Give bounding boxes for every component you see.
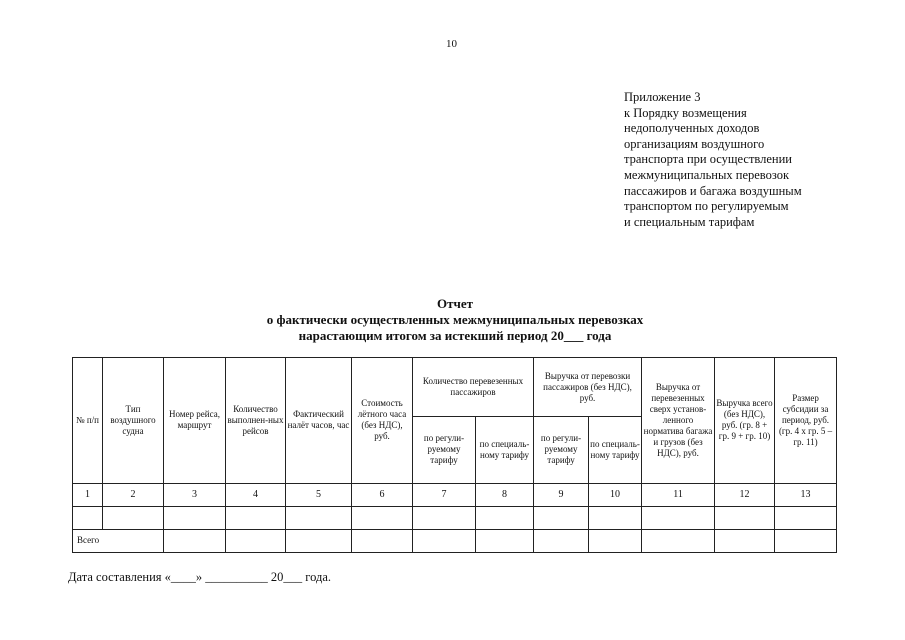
appendix-line: транспорта при осуществлении <box>624 152 792 167</box>
table-cell <box>476 529 534 552</box>
report-table <box>72 357 837 553</box>
table-cell <box>715 529 775 552</box>
report-title-line: Отчет <box>437 296 473 311</box>
table-cell <box>286 529 352 552</box>
report-title-line: о фактически осуществленных межмуниципальных перевозках <box>266 312 644 327</box>
total-row <box>73 529 837 552</box>
appendix-line: к Порядку возмещения <box>624 105 747 120</box>
column-number: 1 <box>73 483 103 506</box>
appendix-line: организациям воздушного <box>624 136 765 151</box>
header-cell: Стоимость лётного часа (без НДС), руб. <box>352 358 413 484</box>
table-cell <box>413 529 476 552</box>
table-cell <box>352 506 413 529</box>
table-row <box>73 506 837 529</box>
table-cell <box>73 506 103 529</box>
total-label: Всего <box>73 529 164 552</box>
table-cell <box>413 506 476 529</box>
page-number: 10 <box>446 38 457 50</box>
column-number-row <box>73 483 837 506</box>
table-cell <box>286 506 352 529</box>
column-number: 11 <box>642 483 715 506</box>
table-cell <box>775 506 837 529</box>
header-group-cell: Выручка от перевозки пассажиров (без НДС), руб. <box>534 358 642 417</box>
header-cell: Тип воздушного судна <box>103 358 164 484</box>
column-number: 13 <box>775 483 837 506</box>
header-sub-cell: по регули-руемому тарифу <box>534 417 589 483</box>
header-sub-cell: по специаль-ному тарифу <box>476 417 534 483</box>
table-cell <box>589 506 642 529</box>
table-cell <box>103 506 164 529</box>
report-title-line: нарастающим итогом за истекший период 20___ года <box>298 328 612 343</box>
appendix-caption <box>624 90 894 230</box>
column-number: 6 <box>352 483 413 506</box>
header-cell: Выручка от перевезенных сверх установ-ленного норматива багажа и грузов (без НДС), руб. <box>642 358 715 484</box>
appendix-line: Приложение 3 <box>624 90 701 104</box>
table-cell <box>715 506 775 529</box>
appendix-line: пассажиров и багажа воздушным <box>624 183 802 198</box>
appendix-line: и специальным тарифам <box>624 214 755 229</box>
table-cell <box>226 529 286 552</box>
column-number: 9 <box>534 483 589 506</box>
column-number: 2 <box>103 483 164 506</box>
header-sub-cell: по регули-руемому тарифу <box>413 417 476 483</box>
table-cell <box>164 529 226 552</box>
appendix-line: межмуниципальных перевозок <box>624 167 790 182</box>
table-cell <box>164 506 226 529</box>
column-number: 3 <box>164 483 226 506</box>
table-cell <box>642 529 715 552</box>
column-number: 4 <box>226 483 286 506</box>
table-cell <box>534 506 589 529</box>
header-cell: № п/п <box>73 358 103 484</box>
appendix-line: недополученных доходов <box>624 121 760 136</box>
header-cell: Размер субсидии за период, руб. (гр. 4 х гр. 5 – гр. 11) <box>775 358 837 484</box>
header-sub-cell: по специаль-ному тарифу <box>589 417 642 483</box>
appendix-line: транспортом по регулируемым <box>624 199 789 214</box>
column-number: 10 <box>589 483 642 506</box>
table-cell <box>534 529 589 552</box>
table-cell <box>226 506 286 529</box>
header-cell: Фактический налёт часов, час <box>286 358 352 484</box>
column-number: 8 <box>476 483 534 506</box>
header-row <box>73 358 837 417</box>
compilation-date-line: Дата составления «____» __________ 20___ года. <box>68 570 332 584</box>
header-cell: Номер рейса, маршрут <box>164 358 226 484</box>
table-cell <box>476 506 534 529</box>
header-cell: Количество выполнен-ных рейсов <box>226 358 286 484</box>
table-cell <box>775 529 837 552</box>
header-group-cell: Количество перевезенных пассажиров <box>413 358 534 417</box>
column-number: 5 <box>286 483 352 506</box>
table-cell <box>642 506 715 529</box>
table-cell <box>352 529 413 552</box>
table-cell <box>589 529 642 552</box>
header-cell: Выручка всего (без НДС), руб. (гр. 8 + гр. 9 + гр. 10) <box>715 358 775 484</box>
column-number: 12 <box>715 483 775 506</box>
column-number: 7 <box>413 483 476 506</box>
report-title <box>180 296 730 344</box>
